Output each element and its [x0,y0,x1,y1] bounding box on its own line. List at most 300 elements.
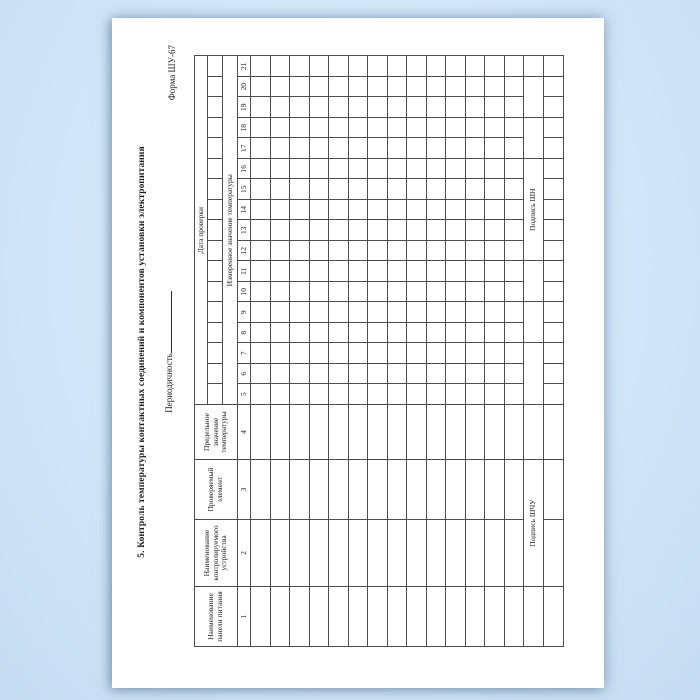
data-cell [426,520,446,587]
data-cell [251,138,271,159]
data-cell [368,261,388,282]
data-cell [348,282,368,303]
data-cell [544,200,564,221]
data-cell [329,261,349,282]
data-cell [465,364,485,385]
data-cell [290,77,310,98]
data-cell [290,282,310,303]
data-cell [446,282,466,303]
data-cell [270,520,290,587]
data-cell [504,343,524,364]
data-cell [465,200,485,221]
data-cell [387,364,407,385]
date-entry-cell [208,77,223,98]
data-cell [387,384,407,405]
data-cell [465,384,485,405]
data-cell [407,460,427,520]
data-cell [348,241,368,262]
data-cell [368,460,388,520]
data-cell [485,138,505,159]
data-cell [329,405,349,460]
data-cell [544,56,564,77]
data-cell [407,261,427,282]
data-cell [387,118,407,139]
column-number-cell: 16 [238,159,251,180]
data-cell [387,520,407,587]
data-cell [309,343,329,364]
data-cell [309,384,329,405]
data-cell [544,282,564,303]
column-number-cell: 13 [238,220,251,241]
data-cell [290,384,310,405]
data-cell [504,138,524,159]
data-cell [329,118,349,139]
data-cell [251,220,271,241]
data-cell [368,302,388,323]
data-cell [348,364,368,385]
data-cell [368,179,388,200]
data-cell [504,77,524,98]
data-cell [251,302,271,323]
data-cell [387,220,407,241]
date-entry-cell [208,343,223,364]
data-cell [446,56,466,77]
data-cell [465,56,485,77]
data-cell [309,587,329,647]
data-cell [270,343,290,364]
data-cell [309,460,329,520]
column-header-cell-2: Наименование контролируемого устройства [195,520,238,587]
data-cell [329,138,349,159]
data-cell [485,200,505,221]
data-cell [485,179,505,200]
data-cell [270,138,290,159]
data-cell [309,56,329,77]
data-cell [348,200,368,221]
date-entry-cell [208,384,223,405]
data-cell [329,97,349,118]
signature-row-cell [524,118,544,159]
data-cell [465,118,485,139]
data-cell [270,56,290,77]
column-header-cell-3: Проверяемый элемент [195,460,238,520]
column-number-cell: 10 [238,282,251,303]
data-cell [270,241,290,262]
data-cell [251,118,271,139]
data-cell [309,118,329,139]
data-cell [407,179,427,200]
data-cell [485,460,505,520]
data-cell [426,460,446,520]
data-cell [368,587,388,647]
column-number-cell: 20 [238,77,251,98]
data-cell [387,405,407,460]
data-cell [465,138,485,159]
column-number-cell: 19 [238,97,251,118]
data-cell [407,77,427,98]
data-cell [485,97,505,118]
data-cell [387,241,407,262]
data-cell [290,220,310,241]
data-cell [329,364,349,385]
data-cell [387,460,407,520]
data-cell [544,159,564,180]
column-number-cell: 18 [238,118,251,139]
data-cell [309,138,329,159]
data-cell [426,587,446,647]
data-cell [485,520,505,587]
column-header-cell-4: Предельное значение температуры [195,405,238,460]
data-cell [290,460,310,520]
data-cell [329,200,349,221]
data-cell [329,77,349,98]
data-cell [329,323,349,344]
data-cell [407,159,427,180]
data-cell [504,364,524,385]
data-cell [387,77,407,98]
signature-cell-shn: Подпись ШН [524,159,544,262]
data-cell [270,118,290,139]
signature-cell-shchu: Подпись ШЧУ [524,460,544,587]
data-cell [387,343,407,364]
data-cell [387,587,407,647]
data-cell [387,282,407,303]
date-entry-cell [208,159,223,180]
data-cell [309,282,329,303]
data-cell [426,220,446,241]
data-cell [485,587,505,647]
data-cell [544,343,564,364]
data-cell [290,159,310,180]
data-cell [251,261,271,282]
data-cell [465,343,485,364]
data-cell [407,520,427,587]
data-cell [251,587,271,647]
data-cell [270,77,290,98]
data-cell [446,77,466,98]
column-number-cell: 7 [238,343,251,364]
data-cell [426,118,446,139]
data-cell [348,405,368,460]
data-cell [446,384,466,405]
data-cell [544,384,564,405]
data-cell [348,460,368,520]
data-cell [504,520,524,587]
data-cell [368,241,388,262]
data-cell [504,384,524,405]
data-cell [446,405,466,460]
rotated-form [112,28,598,688]
data-cell [270,261,290,282]
data-cell [504,302,524,323]
data-cell [465,520,485,587]
data-cell [446,179,466,200]
data-cell [465,302,485,323]
periodicity-blank-field [162,291,172,353]
data-cell [368,384,388,405]
data-cell [329,56,349,77]
data-cell [309,220,329,241]
data-cell [348,384,368,405]
data-cell [329,220,349,241]
date-entry-cell [208,200,223,221]
data-cell [309,77,329,98]
data-cell [348,97,368,118]
data-cell [251,384,271,405]
data-cell [485,384,505,405]
data-cell [368,118,388,139]
data-cell [309,261,329,282]
data-cell [544,587,564,647]
data-cell [368,520,388,587]
column-number-cell: 8 [238,323,251,344]
signature-row-cell [524,302,544,343]
data-cell [387,138,407,159]
data-cell [446,364,466,385]
date-entry-cell [208,220,223,241]
data-cell [504,261,524,282]
data-cell [290,587,310,647]
data-cell [465,241,485,262]
data-cell [465,323,485,344]
data-cell [329,282,349,303]
signature-row-cell [524,405,544,460]
data-cell [290,97,310,118]
data-cell [290,56,310,77]
form-code: Форма ШУ-67 [167,45,177,101]
data-cell [329,241,349,262]
data-cell [290,343,310,364]
data-cell [426,323,446,344]
data-cell [270,302,290,323]
data-cell [426,261,446,282]
date-entry-cell [208,138,223,159]
column-number-cell: 17 [238,138,251,159]
data-cell [504,282,524,303]
data-cell [329,179,349,200]
data-cell [348,520,368,587]
data-cell [446,302,466,323]
data-cell [290,323,310,344]
data-cell [387,302,407,323]
data-cell [426,159,446,180]
data-cell [544,302,564,323]
data-cell [251,241,271,262]
date-group-header-cell: Дата проверки [195,56,208,405]
data-cell [251,56,271,77]
data-cell [426,56,446,77]
data-cell [387,323,407,344]
data-cell [348,159,368,180]
data-cell [290,405,310,460]
date-entry-cell [208,56,223,77]
column-number-cell: 9 [238,302,251,323]
data-cell [251,77,271,98]
data-cell [446,520,466,587]
date-entry-cell [208,282,223,303]
data-cell [465,282,485,303]
data-cell [368,364,388,385]
data-cell [544,323,564,344]
data-cell [348,56,368,77]
data-cell [485,343,505,364]
document-page [112,18,604,688]
column-number-cell: 2 [238,520,251,587]
column-header-cell-1: Наименование панели питания [195,587,238,647]
data-cell [504,97,524,118]
data-cell [290,118,310,139]
data-cell [368,343,388,364]
data-cell [270,200,290,221]
data-cell [544,118,564,139]
data-cell [368,200,388,221]
data-cell [485,241,505,262]
data-cell [544,220,564,241]
data-cell [407,282,427,303]
data-cell [485,56,505,77]
data-cell [368,220,388,241]
data-cell [387,159,407,180]
data-cell [348,343,368,364]
data-cell [270,405,290,460]
data-cell [329,302,349,323]
column-number-cell: 6 [238,364,251,385]
column-number-cell: 14 [238,200,251,221]
data-cell [544,261,564,282]
data-cell [504,179,524,200]
signature-row-cell [524,261,544,302]
data-cell [544,364,564,385]
data-cell [504,220,524,241]
column-number-cell: 5 [238,384,251,405]
data-cell [309,200,329,221]
data-cell [407,384,427,405]
data-cell [544,179,564,200]
signature-row-cell [524,343,544,405]
data-cell [504,241,524,262]
data-cell [270,364,290,385]
data-cell [446,323,466,344]
data-cell [270,220,290,241]
data-cell [368,159,388,180]
data-cell [465,460,485,520]
data-cell [270,159,290,180]
data-cell [290,138,310,159]
data-cell [485,118,505,139]
data-cell [426,200,446,221]
data-cell [368,405,388,460]
data-cell [426,343,446,364]
data-cell [348,220,368,241]
data-cell [485,302,505,323]
data-cell [504,460,524,520]
data-cell [485,282,505,303]
data-cell [251,97,271,118]
data-cell [348,179,368,200]
data-cell [368,97,388,118]
data-cell [426,405,446,460]
column-number-cell: 15 [238,179,251,200]
data-cell [407,587,427,647]
data-cell [544,405,564,460]
data-cell [290,241,310,262]
data-cell [368,323,388,344]
data-cell [329,520,349,587]
data-cell [544,97,564,118]
date-entry-cell [208,261,223,282]
form-title: 5. Контроль температуры контактных соединений и компонентов установки электропитания [137,146,147,558]
data-cell [407,343,427,364]
data-cell [446,343,466,364]
data-cell [270,323,290,344]
data-cell [348,261,368,282]
data-cell [309,405,329,460]
data-cell [251,282,271,303]
data-cell [309,241,329,262]
data-cell [446,159,466,180]
data-cell [270,282,290,303]
data-cell [407,56,427,77]
periodicity-line [162,57,174,647]
data-cell [368,138,388,159]
data-cell [504,323,524,344]
column-number-cell: 1 [238,587,251,647]
data-cell [348,323,368,344]
data-cell [290,179,310,200]
data-cell [426,384,446,405]
data-cell [251,343,271,364]
data-cell [446,460,466,520]
data-cell [504,118,524,139]
data-cell [387,179,407,200]
data-cell [485,77,505,98]
signature-row-cell [524,56,544,77]
data-cell [251,405,271,460]
date-entry-cell [208,302,223,323]
data-cell [251,179,271,200]
data-cell [290,200,310,221]
data-cell [368,77,388,98]
data-cell [270,97,290,118]
date-entry-cell [208,323,223,344]
date-entry-cell [208,179,223,200]
data-cell [290,520,310,587]
signature-row-cell [524,587,544,647]
data-cell [407,364,427,385]
data-cell [465,220,485,241]
data-cell [446,261,466,282]
periodicity-label: Периодичность [164,353,174,413]
column-number-cell: 11 [238,261,251,282]
data-cell [348,77,368,98]
data-cell [426,138,446,159]
data-cell [544,138,564,159]
data-cell [309,97,329,118]
data-cell [544,77,564,98]
data-cell [270,460,290,520]
data-cell [309,520,329,587]
data-cell [446,587,466,647]
data-cell [329,460,349,520]
data-cell [426,282,446,303]
data-cell [329,384,349,405]
data-cell [270,179,290,200]
data-cell [407,200,427,221]
data-cell [544,460,564,520]
data-cell [251,200,271,221]
data-cell [426,302,446,323]
data-cell [485,323,505,344]
